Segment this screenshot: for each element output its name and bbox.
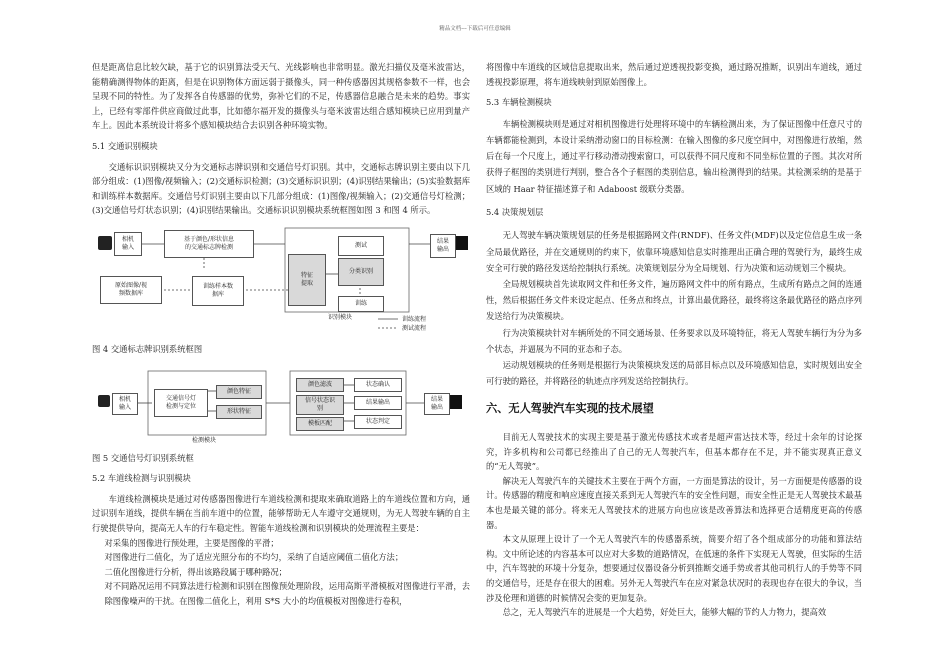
fig4-training-box: 训练 [338, 296, 384, 312]
step-list-item-3: 二值化图像进行分析，得出该路段属于哪种路况； [104, 566, 287, 577]
section-5-3-heading: 5.3 车辆检测模块 [486, 97, 552, 108]
fig4-detection-box: 基于颜色/形状信息 的交通标志牌检测 [164, 230, 254, 258]
step-list-item-4: 对不同路况运用不同算法进行检测和识别在图像预处理阶段，运用高斯平滑模板对图像进行平滑，去除图像噪声的干扰。在图像二值化上，利用 S*S 大小的均值模板对图像进行卷积， [104, 581, 470, 606]
fig4-result-output-box: 结果 输出 [430, 234, 456, 258]
page-header: 精品文档---下载后可任意编辑 [439, 26, 511, 32]
fig4-image-database-box: 原始图像/视 频数据库 [100, 276, 162, 304]
section-5-4-heading: 5.4 决策规划层 [486, 206, 544, 217]
right-column [486, 60, 862, 620]
left-paragraph-2: 交通标识识别模块又分为交通标志牌识别和交通信号灯识别。其中，交通标志牌识别主要由以下几部分组成：(1)图像/视频输入；(2)交通标识检测；(3)交通标识识别；(4)识别结果输出；(5)实验数据库和训练样本数据库。交通信号灯识别主要由以下几部分组成：(1)图像/视频输入；(2)交通信号灯检测；(3)交通信号灯状态识别；(4)识别结果输出。交通标识识别模块系统框图如图 3 和图 4 所示。 [92, 161, 470, 216]
fig5-template-matching-box: 模板匹配 [296, 417, 344, 431]
fig4-legend-testing: 测试流程 [402, 324, 427, 332]
figure-5-connectors [92, 365, 470, 447]
figure-4-caption: 图 4 交通标志牌识别系统框图 [92, 343, 203, 354]
right-paragraph-1: 将图像中车道线的区域信息提取出来，然后通过逆透视投影变换，通过路况推断，识别出车道线，通过透视投影原理，将车道线映射到原始图像上。 [486, 62, 862, 87]
fig5-color-filter-box: 颜色滤波 [296, 378, 344, 392]
figure-4-diagram [92, 224, 470, 338]
section-5-1-heading: 5.1 交通识别模块 [92, 140, 158, 151]
fig4-classification-box: 分类识别 [338, 258, 384, 286]
fig4-legend-training: 训练流程 [402, 315, 427, 323]
section-5-2-heading: 5.2 车道线检测与识别模块 [92, 473, 191, 484]
right-paragraph-10: 总之，无人驾驶汽车的进展是一个大趋势，好处巨大，能够大幅的节约人力物力，提高效 [502, 607, 827, 618]
fig5-color-feature-box: 颜色特征 [216, 385, 262, 399]
monitor-icon [450, 395, 462, 409]
right-paragraph-2: 车辆检测模块则是通过对相机图像进行处理将环境中的车辆检测出来，为了保证图像中任意尺寸的车辆都能检测到，本设计采纳滑动窗口的目标检测：在输入图像的多尺度空间中，对图像进行放缩，然后在每一个尺度上，通过平行移动滑动搜索窗口，可以获得不同尺度和不同坐标位置的子图。其次对所获得子框图的类别进行判别，整合各个子框图的类别信息，输出检测得到的结果。其检测采纳的是基于区域的 Haar 特征描述算子和 Adaboost 级联分类器。 [486, 118, 862, 194]
fig5-result-output-box: 结果输出 [354, 396, 402, 410]
fig4-feature-extraction-box: 特征 提取 [288, 254, 326, 306]
fig5-state-confirm-box: 状态确认 [354, 378, 402, 392]
fig4-camera-input-box: 相机 输入 [114, 232, 142, 256]
fig5-detection-module-label: 检测模块 [192, 436, 217, 444]
camera-icon [98, 395, 110, 407]
fig4-test-box: 测试 [338, 236, 384, 256]
right-paragraph-5: 行为决策模块针对车辆所处的不同交通场景、任务要求以及环境特征，将无人驾驶车辆行为分为多个状态，并逼展为不同的亚态和子态。 [486, 327, 862, 354]
fig5-final-output-box: 结果 输出 [424, 393, 450, 415]
left-paragraph-1: 但是距离信息比较欠缺，基于它的识别算法受天气、光线影响也非常明显。激光扫描仪及毫米波雷达，能精确测得物体的距离，但是在识别物体方面远弱于摄像头，同一种传感器因其规格参数不一样，也会呈现不同的特性。为了发挥各自传感器的优势，弥补它们的不足，传感器信息融合是未来的趋势。事实上，已经有零部件供应商做过此事，比如德尔福开发的摄像头与毫米波雷达组合感知模块已应用到量产车上。因此本系统设计将多个感知模块结合去识别各种环境实物。 [92, 62, 470, 131]
left-paragraph-3: 车道线检测模块是通过对传感器图像进行车道线检测和提取来确取道路上的车道线位置和方向，通过识别车道线，提供车辆在当前车道中的位置，能够帮助无人车遵守交通规则，为无人驾驶车辆的自主行驶提供导向，提高无人车的行车稳定性。智能车道线检测和识别模块的处理流程主要是： [92, 493, 470, 533]
right-paragraph-3: 无人驾驶车辆决策规划层的任务是根据路网文件(RNDF)、任务文件(MDF)以及定位信息生成一条全局最优路径，并在交通规则的约束下，依靠环境感知信息实时推理出正确合理的驾驶行为，最终生成安全可行驶的路径发送给控制执行系统。决策规划层分为全局规划、行为决策和运动规划三个模块。 [486, 230, 862, 273]
figure-5-diagram [92, 365, 470, 447]
fig5-camera-input-box: 相机 输入 [112, 393, 138, 415]
left-column [92, 60, 470, 608]
step-list-item-2: 对图像进行二值化，为了适应光照分布的不均匀，采纳了自适应阈值二值化方法； [104, 552, 404, 563]
right-paragraph-7: 目前无人驾驶技术的实现主要是基于激光传感技术或者是超声雷达技术等，经过十余年的讨论探究，许多机构和公司都已经推出了自己的无人驾驶汽车，但基本都存在不足，并不能实现真正意义的“无人驾驶”。 [486, 432, 862, 472]
right-paragraph-9: 本文从原理上设计了一个无人驾驶汽车的传感器系统，简要介绍了各个组成部分的功能和算法结构。文中所论述的内容基本可以应对大多数的道路情况，在低速的条件下实现无人驾驶，但实际的生活中，汽车驾驶的环境十分复杂，想要通过仪器设备分析到推断交通手势或者其他司机行人的手势等不同的交通信号，还是存在很大的困难。另外无人驾驶汽车在应对紧急状况时的表现也存在很大的争议，当涉及伦理和道德的时候情况会变的更加复杂。 [486, 534, 862, 603]
section-6-heading: 六、无人驾驶汽车实现的技术展望 [486, 402, 654, 416]
right-paragraph-4: 全局规划模块首先读取网文件和任务文件，遍历路网文件中的所有路点，生成所有路点之间的连通性，然后根据任务文件来设定起点、任务点和终点，计算出最优路径，最终将这条最优路径的路点序列发送给行为决策模块。 [486, 279, 862, 322]
camera-icon [98, 236, 112, 250]
figure-5-caption: 图 5 交通信号灯识别系统框 [92, 452, 194, 463]
fig5-detection-box: 交通信号灯 检测与定位 [154, 389, 208, 417]
right-paragraph-8: 解决无人驾驶汽车的关键技术主要在于两个方面，一方面是算法的设计，另一方面便是传感器的设计。传感器的精度和响应速度直接关系到无人驾驶汽车的安全性问题，而安全性正是无人驾驶技术最基本也是最关键的部分。将来无人驾驶技术的进展方向也应该是改善算法和选择更合适精度更高的传感器。 [486, 475, 862, 530]
right-paragraph-6: 运动规划模块的任务则是根据行为决策模块发送的局部目标点以及环境感知信息，实时规划出安全可行驶的路径，并将路径的轨迹点序列发送给控制执行。 [486, 360, 862, 387]
fig4-module-label: 识别模块 [328, 313, 353, 321]
fig5-shape-feature-box: 形状特征 [216, 405, 262, 419]
fig4-training-sample-box: 训练样本数 据库 [192, 276, 244, 306]
step-list-item-1: 对采集的图像进行预处理，主要是图像的平滑； [104, 537, 279, 548]
fig5-state-recognition-box: 信号状态识 别 [296, 395, 344, 415]
fig5-state-decision-box: 状态判定 [354, 415, 402, 429]
monitor-icon [456, 236, 468, 250]
